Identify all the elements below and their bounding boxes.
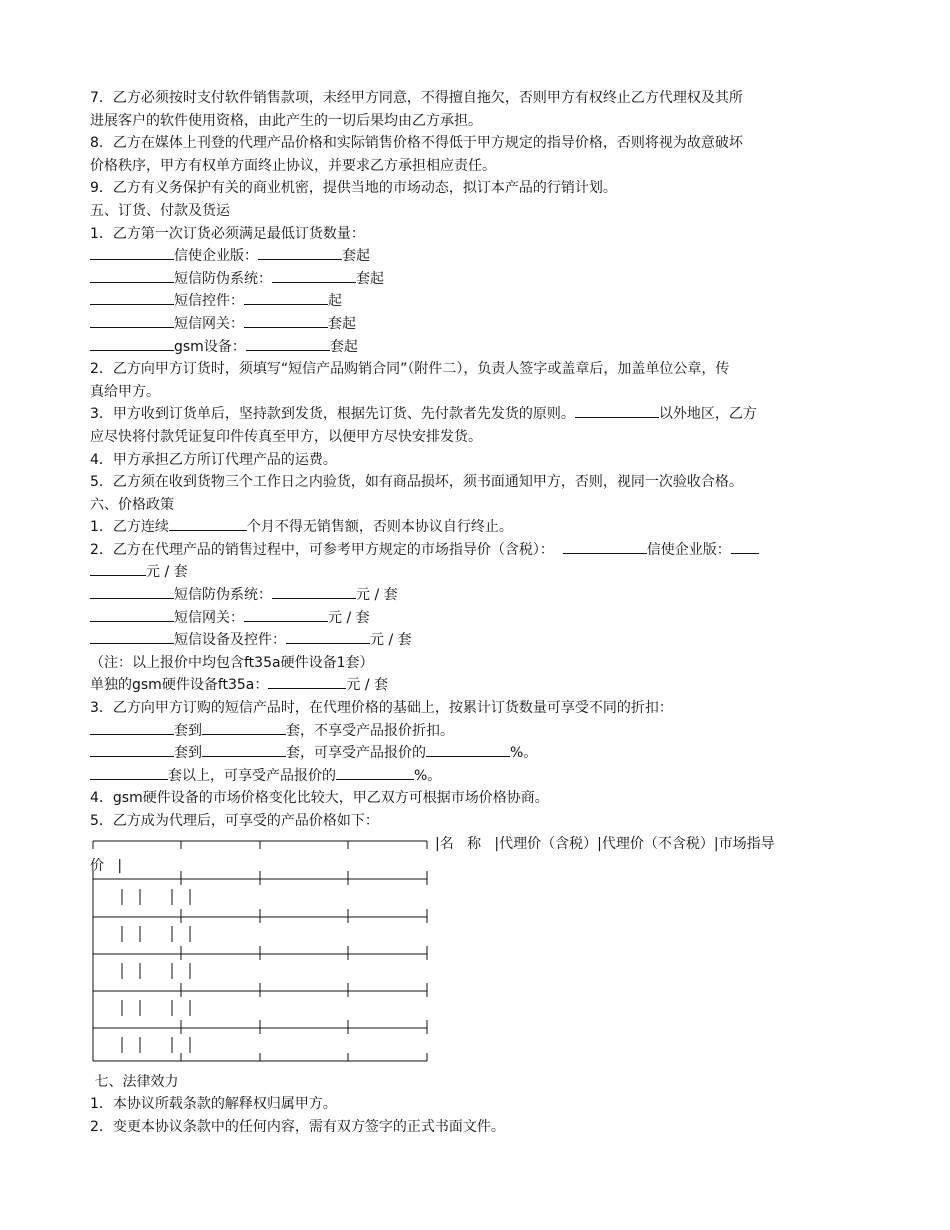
discount-rows — [90, 720, 860, 765]
ordering-clauses-4-5 — [90, 426, 860, 516]
text-line: 7．乙方必须按时支付软件销售款项，未经甲方同意，不得擅自拖欠，否则甲方有权终止乙方代理权及其所 — [90, 90, 743, 106]
price-item: 短信防伪系统： 元 / 套 — [90, 584, 860, 607]
price-clause-2: 2．乙方在代理产品的销售过程中，可参考甲方规定的市场指导价（含税）： 信使企业版： — [90, 539, 860, 562]
price-item: 短信网关： 元 / 套 — [90, 607, 860, 630]
discount-row: 套到 套，不享受产品报价折扣。 — [90, 720, 860, 743]
order-min-item: 短信网关： 套起 — [90, 313, 860, 336]
price-note: （注：以上报价中均包含ft35a硬件设备1套） — [90, 654, 374, 671]
ordering-clause-3: 3．甲方收到订货单后，坚持款到发货，根据先订货、先付款者先发货的原则。 以外地区，乙方 — [90, 403, 860, 426]
price-clauses-4-5 — [90, 787, 860, 832]
price-items-list — [90, 584, 860, 652]
text-line: 应尽快将付款凭证复印件传真至甲方，以便甲方尽快安排发货。 — [90, 428, 482, 445]
single-device-price: 单独的gsm硬件设备ft35a： 元 / 套 — [90, 674, 860, 697]
price-table-grid — [90, 833, 860, 1071]
document-page — [90, 87, 860, 1138]
text-line: 5．乙方成为代理后，可享受的产品价格如下： — [90, 813, 379, 829]
minimum-order-list — [90, 245, 860, 358]
order-min-item: 短信控件： 起 — [90, 290, 860, 313]
text-line: 4．gsm硬件设备的市场价格变化比较大，甲乙双方可根据市场价格协商。 — [90, 790, 549, 807]
price-item: 短信设备及控件： 元 / 套 — [90, 629, 860, 652]
text-line: 2．变更本协议条款中的任何内容，需有双方签字的正式书面文件。 — [90, 1118, 505, 1135]
order-min-item: 短信防伪系统： 套起 — [90, 268, 860, 291]
table-header: |名 称 |代理价（含税）|代理价（不含税）|市场指导 — [435, 835, 775, 852]
ordering-clause-2 — [90, 358, 860, 403]
text-line: 4．甲方承担乙方所订代理产品的运费。 — [90, 451, 337, 468]
text-line: 价格秩序，甲方有权单方面终止协议，并要求乙方承担相应责任。 — [90, 157, 496, 174]
table-header-wrap: 价 | — [90, 857, 123, 874]
price-clause-2-cont: 元 / 套 — [90, 561, 860, 584]
order-min-item: gsm设备： 套起 — [90, 336, 860, 359]
text-line: 2．乙方向甲方订货时，须填写“短信产品购销合同”（附件二），负责人签字或盖章后，加盖单位公章，传 — [90, 361, 730, 378]
legal-effect-section — [90, 1071, 860, 1139]
text-line: 8．乙方在媒体上刊登的代理产品价格和实际销售价格不得低于甲方规定的指导价格，否则将视为故意破坏 — [90, 135, 743, 152]
price-table — [90, 833, 860, 1071]
discount-last: 套以上，可享受产品报价的 %。 — [90, 765, 860, 788]
text-line: 1．本协议所载条款的解释权归属甲方。 — [90, 1096, 337, 1113]
text-line: 七、法律效力 — [90, 1073, 179, 1090]
clauses-7-9-and-ordering — [90, 87, 860, 245]
text-line: 进展客户的软件使用资格，由此产生的一切后果均由乙方承担。 — [90, 112, 482, 129]
text-line: 1．乙方第一次订货必须满足最低订货数量： — [90, 225, 365, 242]
price-clause-1: 1．乙方连续 个月不得无销售额，否则本协议自行终止。 — [90, 516, 860, 539]
discount-row: 套到 套，可享受产品报价的 %。 — [90, 742, 860, 765]
text-line: 六、价格政策 — [90, 496, 174, 513]
text-line: 5．乙方须在收到货物三个工作日之内验货，如有商品损坏，须书面通知甲方，否则，视同一次验收合格。 — [90, 474, 743, 491]
text-line: 五、订货、付款及货运 — [90, 202, 230, 219]
text-line: 9．乙方有义务保护有关的商业机密，提供当地的市场动态，拟订本产品的行销计划。 — [90, 180, 617, 197]
discount-intro: 3．乙方向甲方订购的短信产品时，在代理价格的基础上，按累计订货数量可享受不同的折扣： — [90, 700, 673, 717]
text-line: 真给甲方。 — [90, 383, 160, 400]
order-min-item: 信使企业版： 套起 — [90, 245, 860, 268]
